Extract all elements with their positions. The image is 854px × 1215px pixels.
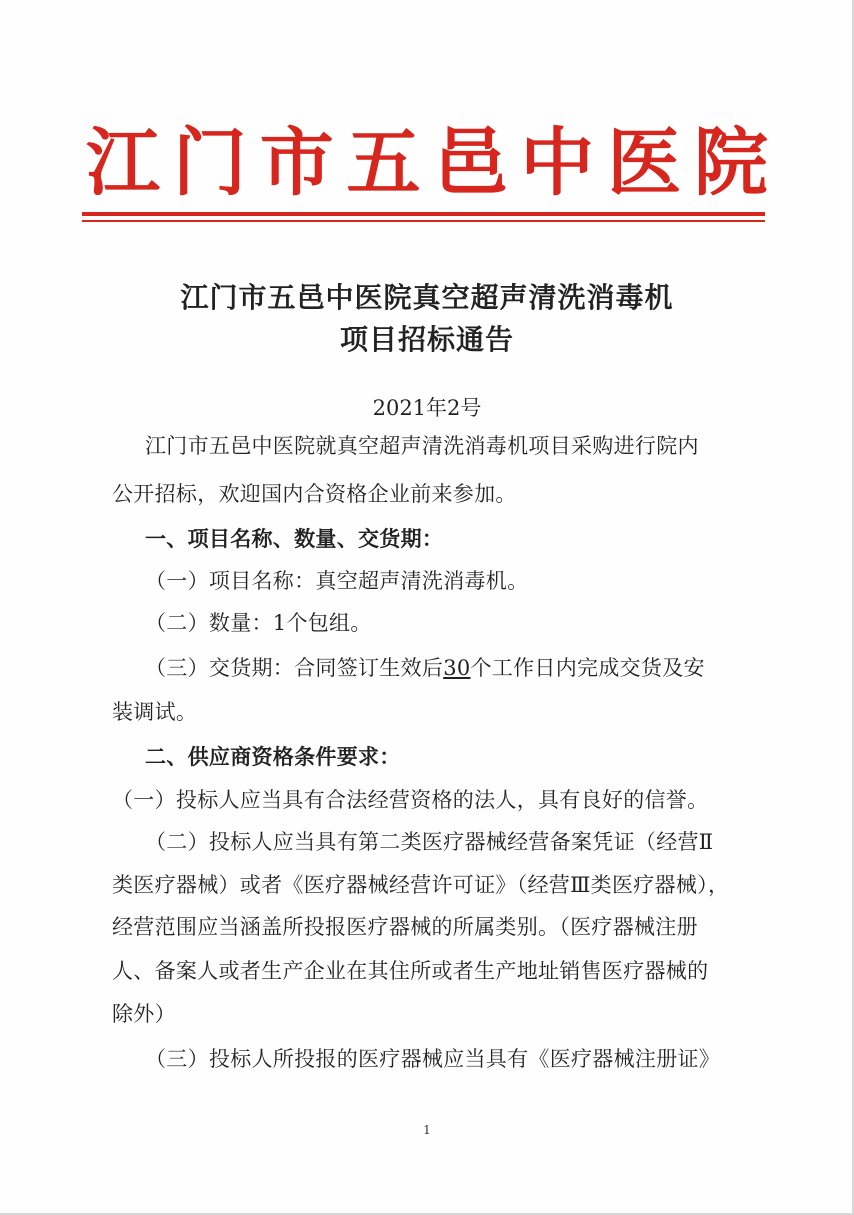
intro-paragraph-line-2: 公开招标，欢迎国内合资格企业前来参加。 — [112, 482, 517, 506]
masthead-char: 江 — [86, 120, 160, 206]
item-3-suffix: 个工作日内完成交货及安 — [470, 656, 705, 680]
section-2-item-2-line-3: 经营范围应当涵盖所投报医疗器械的所属类别。（医疗器械注册 — [112, 915, 698, 939]
document-number: 2021年2号 — [372, 396, 482, 420]
section-2-item-2-line-1: （二）投标人应当具有第二类医疗器械经营备案凭证（经营Ⅱ — [145, 830, 714, 854]
section-1-heading: 一、项目名称、数量、交货期： — [145, 527, 444, 551]
section-2-item-3: （三）投标人所投报的医疗器械应当具有《医疗器械注册证》 — [145, 1047, 721, 1071]
masthead-char: 院 — [693, 120, 768, 206]
masthead-char: 邑 — [433, 120, 508, 206]
section-1-item-2: （二）数量：1个包组。 — [145, 611, 372, 635]
section-1-item-1: （一）项目名称：真空超声清洗消毒机。 — [145, 569, 529, 593]
document-title-line-2: 项目招标通告 — [339, 323, 514, 356]
section-1-item-3-line-1 — [145, 653, 845, 683]
page-number: 1 — [423, 1123, 431, 1137]
section-2-item-2-line-2: 类医疗器械）或者《医疗器械经营许可证》（经营Ⅲ类医疗器械）， — [112, 873, 730, 897]
section-1-item-3-line-2: 装调试。 — [112, 700, 198, 724]
delivery-days: 30 — [443, 656, 471, 680]
section-2-item-2-line-5: 除外） — [112, 1002, 176, 1026]
section-2-item-1: （一）投标人应当具有合法经营资格的法人，具有良好的信誉。 — [112, 788, 709, 812]
item-3-prefix: （三）交货期：合同签订生效后 — [145, 656, 444, 680]
masthead-hospital-name — [80, 118, 774, 208]
masthead-char: 五 — [346, 120, 421, 206]
section-2-heading: 二、供应商资格条件要求： — [145, 745, 401, 769]
masthead-divider-thick — [82, 212, 765, 216]
masthead-char: 医 — [607, 120, 682, 206]
masthead-char: 门 — [172, 120, 247, 206]
masthead-char: 中 — [520, 120, 595, 206]
masthead-char: 市 — [259, 120, 334, 206]
section-2-item-2-line-4: 人、备案人或者生产企业在其住所或者生产地址销售医疗器械的 — [112, 959, 709, 983]
masthead-divider-thin — [82, 220, 765, 222]
document-title-line-1: 江门市五邑中医院真空超声清洗消毒机 — [180, 281, 674, 314]
intro-paragraph-line-1: 江门市五邑中医院就真空超声清洗消毒机项目采购进行院内 — [145, 434, 699, 458]
